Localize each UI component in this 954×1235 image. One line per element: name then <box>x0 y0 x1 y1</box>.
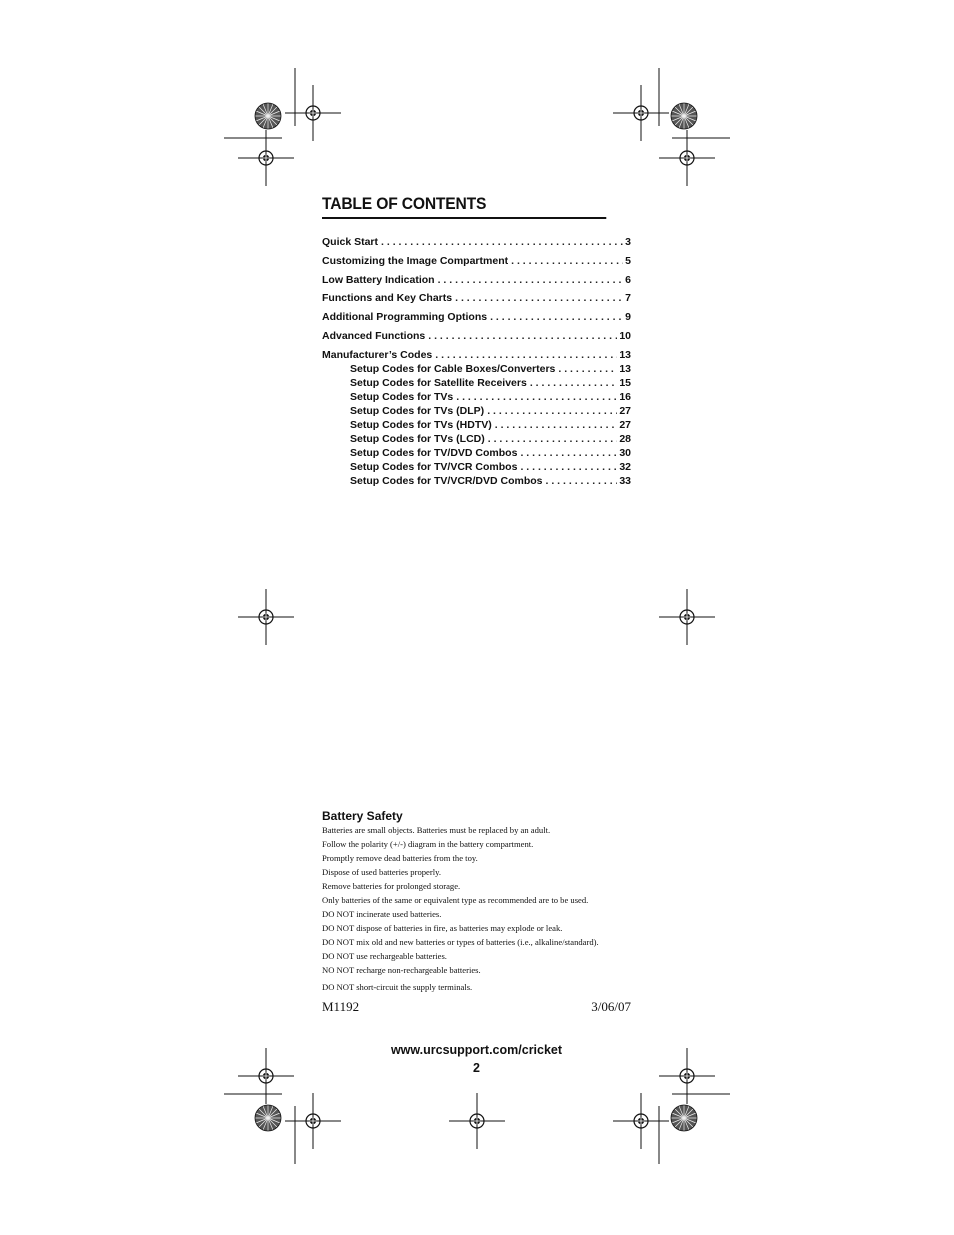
toc-entry-page: 30 <box>619 446 631 459</box>
table-of-contents <box>322 236 631 489</box>
toc-entry-page: 3 <box>625 236 631 248</box>
safety-line: Only batteries of the same or equivalent type as recommended are to be used. <box>322 895 589 905</box>
safety-line: Promptly remove dead batteries from the toy. <box>322 853 478 863</box>
toc-entry[interactable] <box>322 274 631 288</box>
toc-entry-label: Additional Programming Options <box>322 311 488 324</box>
toc-entry-page: 13 <box>619 362 631 375</box>
toc-entry-label: Setup Codes for TVs (HDTV) <box>350 418 492 431</box>
safety-line: Remove batteries for prolonged storage. <box>322 881 461 891</box>
toc-entry-page: 5 <box>625 254 631 267</box>
toc-leader <box>530 377 617 389</box>
toc-leader <box>546 475 618 487</box>
toc-subentry[interactable] <box>322 363 631 377</box>
toc-entry-page: 10 <box>619 329 631 342</box>
toc-entry-page: 33 <box>619 474 631 487</box>
toc-entry-label: Setup Codes for TV/VCR Combos <box>350 460 518 473</box>
toc-entry-page: 28 <box>619 432 631 445</box>
toc-entry-page: 6 <box>625 273 631 286</box>
safety-line: Dispose of used batteries properly. <box>322 867 442 877</box>
toc-entry-page: 7 <box>625 292 631 305</box>
toc-subentry[interactable] <box>322 405 631 419</box>
toc-subentry[interactable] <box>322 377 631 391</box>
toc-leader <box>456 391 617 403</box>
toc-entry-label: Setup Codes for TV/VCR/DVD Combos <box>350 474 543 487</box>
battery-safety-list <box>322 823 642 994</box>
safety-line: DO NOT short-circuit the supply terminals. <box>322 982 473 992</box>
toc-entry-label: Setup Codes for TVs (LCD) <box>350 432 485 445</box>
toc-entry-page: 27 <box>619 418 631 431</box>
toc-subentry[interactable] <box>322 391 631 405</box>
toc-entry-label: Advanced Functions <box>322 329 426 342</box>
toc-entry-page: 16 <box>619 390 631 403</box>
toc-entry-label: Setup Codes for TV/DVD Combos <box>350 446 518 459</box>
safety-line: NO NOT recharge non-rechargeable batteries. <box>322 965 481 975</box>
toc-leader <box>488 433 618 445</box>
toc-entry-page: 15 <box>619 376 631 389</box>
toc-entry-label: Functions and Key Charts <box>322 292 453 305</box>
toc-entry-label: Quick Start <box>322 236 379 248</box>
safety-line: Batteries are small objects. Batteries must be replaced by an adult. <box>322 825 551 835</box>
toc-leader <box>558 363 617 375</box>
toc-leader <box>490 311 623 323</box>
toc-entry-label: Customizing the Image Compartment <box>322 254 509 267</box>
safety-line: Follow the polarity (+/-) diagram in the battery compartment. <box>322 839 534 849</box>
toc-entry[interactable] <box>322 311 631 325</box>
toc-entry-label: Manufacturer’s Codes <box>322 348 433 361</box>
toc-entry[interactable] <box>322 292 631 306</box>
support-url[interactable]: www.urcsupport.com/cricket <box>390 1043 563 1057</box>
toc-entry-page: 13 <box>619 348 631 361</box>
toc-subentry[interactable] <box>322 447 631 461</box>
toc-leader <box>381 236 623 248</box>
safety-line: DO NOT use rechargeable batteries. <box>322 951 447 961</box>
toc-subentry[interactable] <box>322 475 631 489</box>
toc-entry[interactable] <box>322 255 631 269</box>
document-footer <box>322 999 631 1015</box>
toc-entry-label: Setup Codes for TVs (DLP) <box>350 404 485 417</box>
revision-date: 3/06/07 <box>591 999 631 1014</box>
toc-entry-label: Setup Codes for Satellite Receivers <box>350 376 527 389</box>
safety-line: DO NOT incinerate used batteries. <box>322 909 442 919</box>
model-number: M1192 <box>322 999 360 1014</box>
toc-leader <box>455 292 623 304</box>
toc-leader <box>511 255 623 267</box>
toc-entry-label: Low Battery Indication <box>322 273 435 286</box>
toc-subentry[interactable] <box>322 419 631 433</box>
toc-entry-label: Setup Codes for TVs <box>350 390 454 403</box>
toc-leader <box>520 447 617 459</box>
toc-entry[interactable] <box>322 236 631 250</box>
toc-leader <box>435 349 617 361</box>
page-title: TABLE OF CONTENTS <box>322 194 606 219</box>
page-number: 2 <box>473 1061 480 1075</box>
safety-line: DO NOT mix old and new batteries or types of batteries (i.e., alkaline/standard). <box>322 937 599 947</box>
toc-leader <box>438 274 624 286</box>
toc-entry-label: Setup Codes for Cable Boxes/Converters <box>350 362 556 375</box>
battery-safety-heading: Battery Safety <box>322 809 403 823</box>
toc-subentry[interactable] <box>322 461 631 475</box>
toc-leader <box>487 405 617 417</box>
toc-entry-page: 9 <box>625 311 631 324</box>
toc-leader <box>428 330 617 342</box>
toc-entry[interactable] <box>322 330 631 344</box>
toc-leader <box>495 419 618 431</box>
toc-entry-page: 27 <box>619 404 631 417</box>
toc-entry[interactable] <box>322 349 631 363</box>
toc-entry-page: 32 <box>619 460 631 473</box>
safety-line: DO NOT dispose of batteries in fire, as batteries may explode or leak. <box>322 923 563 933</box>
toc-subentry[interactable] <box>322 433 631 447</box>
toc-leader <box>520 461 617 473</box>
